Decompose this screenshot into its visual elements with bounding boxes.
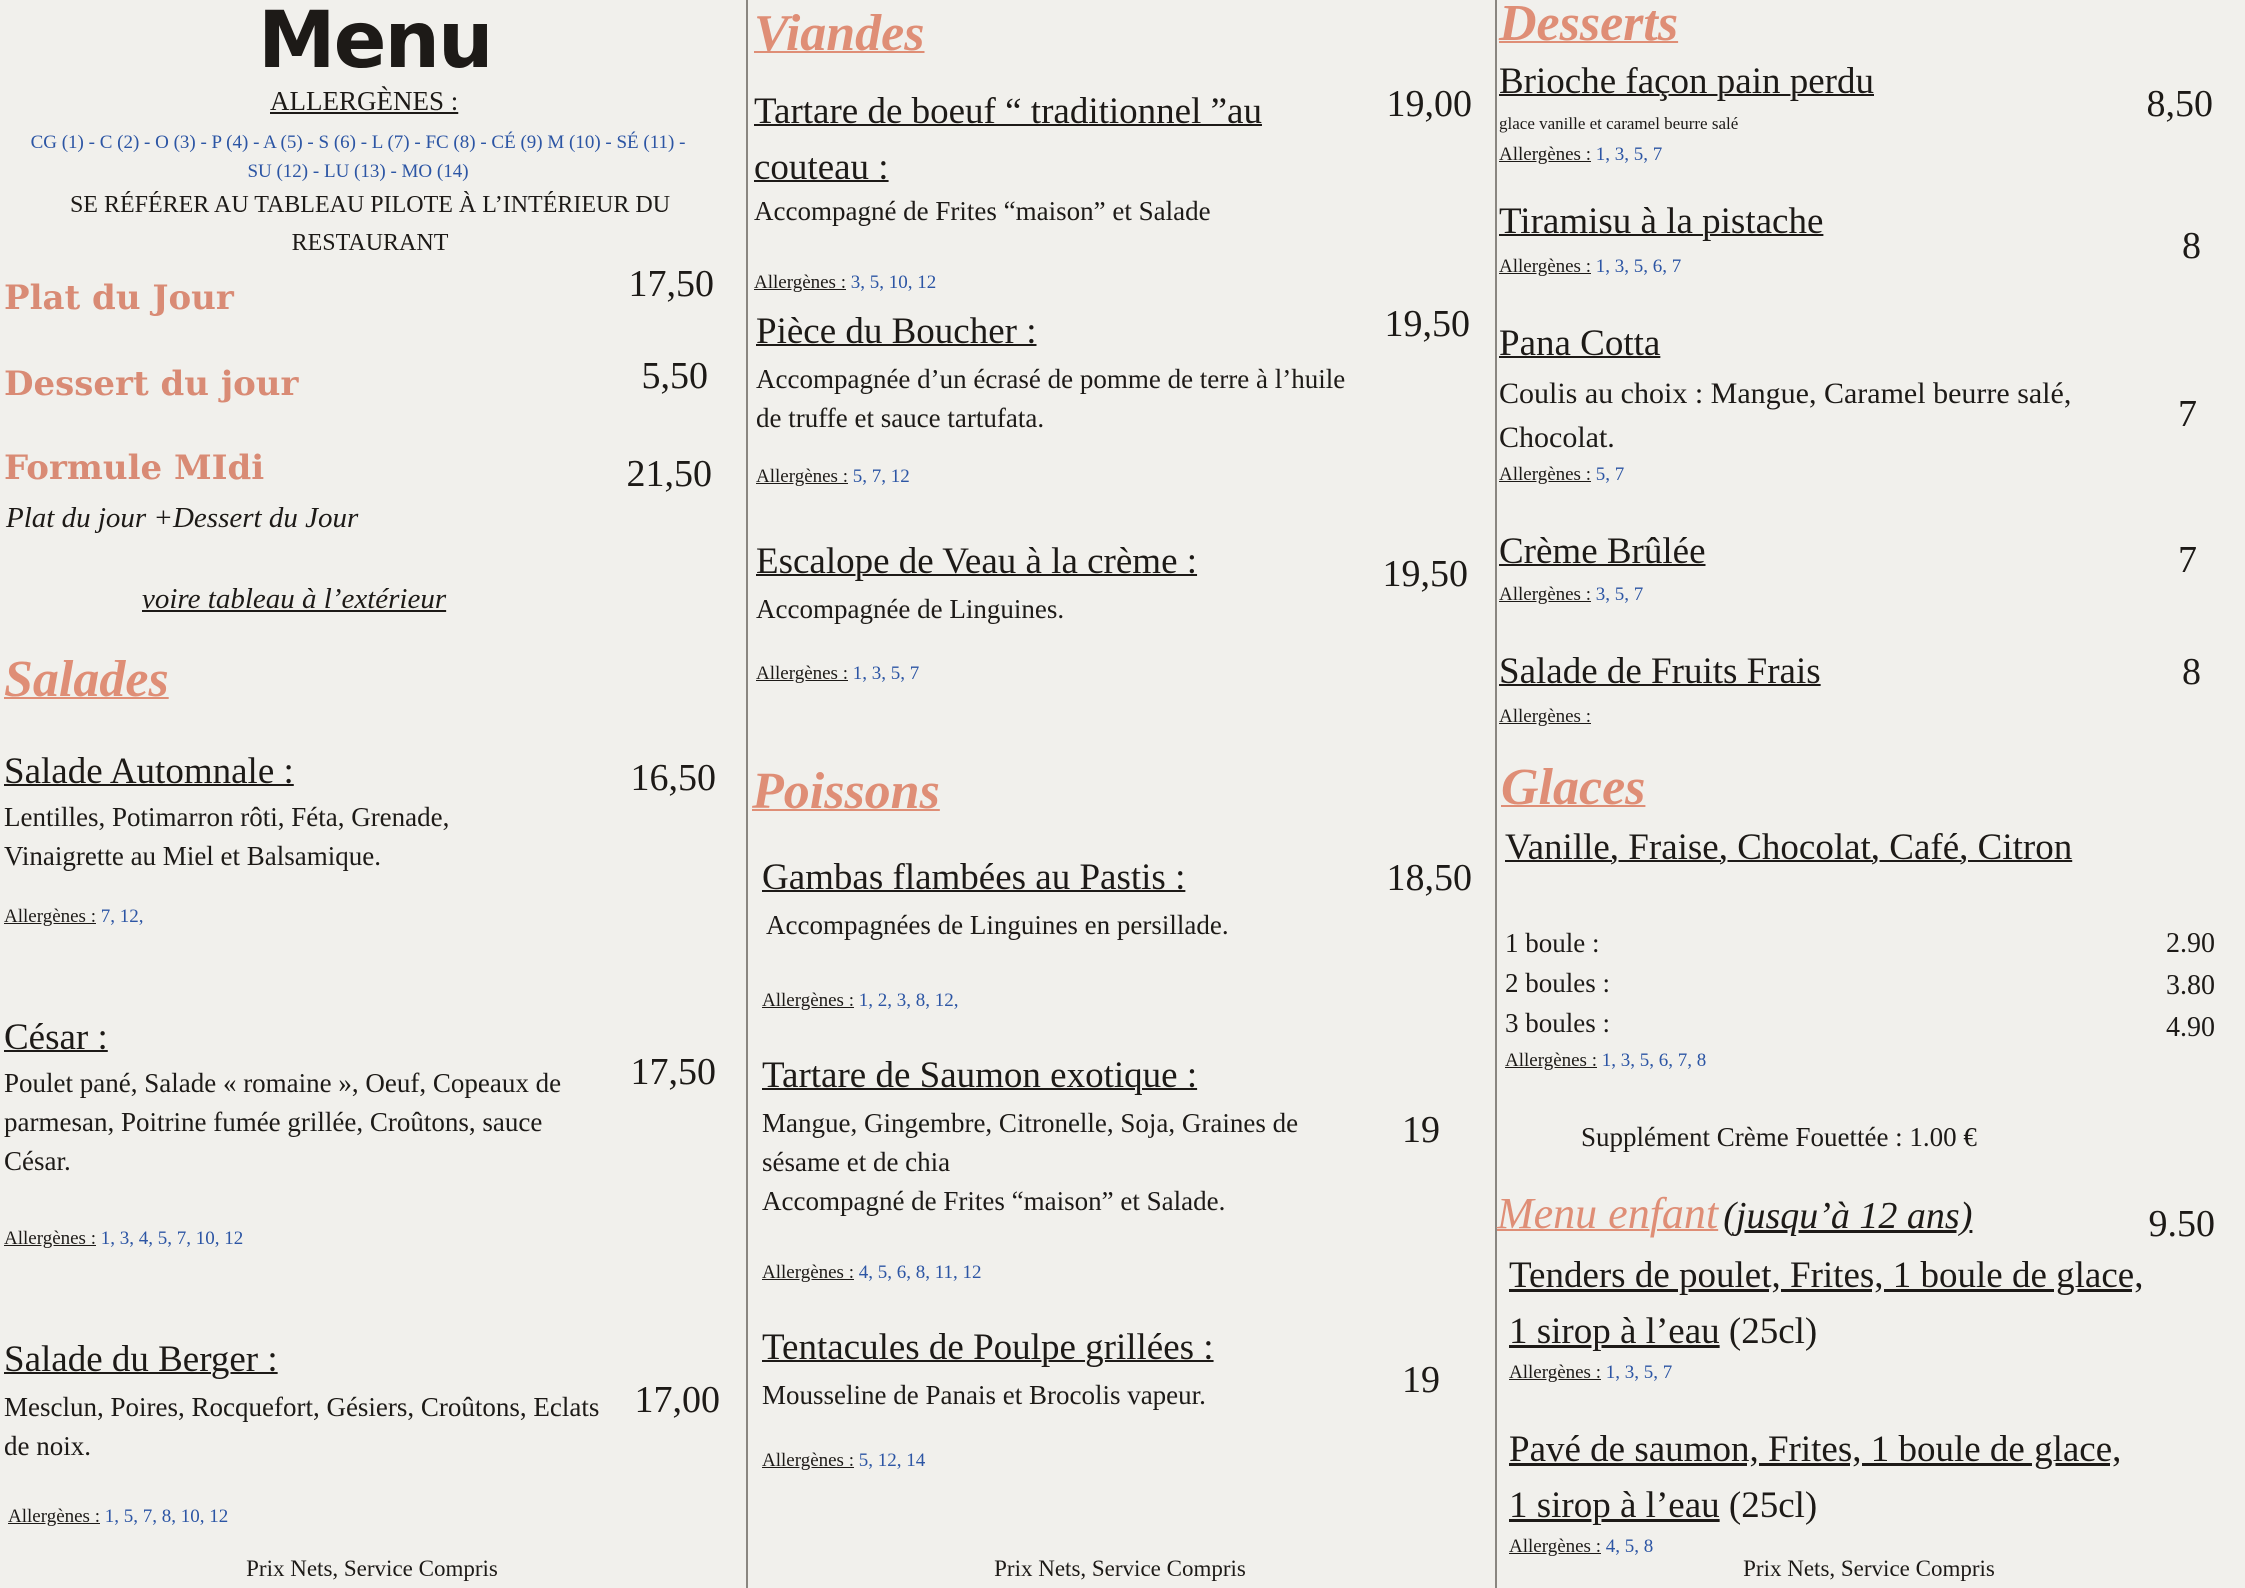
section-title-viandes: Viandes <box>754 5 925 62</box>
dish-price: 19 <box>1402 1359 1440 1401</box>
footer-note: Prix Nets, Service Compris <box>994 1556 1246 1581</box>
dish-price: 7 <box>2178 539 2197 581</box>
dish-price: 17,00 <box>634 1379 720 1421</box>
allergens-heading: ALLERGÈNES : <box>270 86 459 116</box>
footer-note: Prix Nets, Service Compris <box>1743 1556 1995 1581</box>
section-title-desserts: Desserts <box>1499 0 1679 52</box>
dish-name: Tiramisu à la pistache <box>1499 201 1824 242</box>
dish-name: Crème Brûlée <box>1499 531 1706 572</box>
dish-description: Accompagnée d’un écrasé de pomme de terre à l’huile de truffe et sauce tartufata. <box>756 364 1346 433</box>
formule-midi-detail: Plat du jour +Dessert du Jour <box>6 502 359 534</box>
dish-name: Pièce du Boucher : <box>756 311 1037 352</box>
menu-column-middle <box>746 0 1490 1588</box>
glace-option-label: 1 boule : <box>1505 928 1600 958</box>
dish-description: Coulis au choix : Mangue, Caramel beurre salé, Chocolat. <box>1499 377 2072 454</box>
menu-column-right <box>1495 0 2239 1588</box>
dish-price: 19 <box>1402 1109 1440 1151</box>
dish-price: 19,50 <box>1384 303 1470 345</box>
dish-description: Accompagnée de Linguines. <box>756 594 1065 624</box>
footer-note: Prix Nets, Service Compris <box>246 1556 498 1581</box>
glace-option-label: 3 boules : <box>1505 1008 1610 1038</box>
dish-price: 16,50 <box>630 757 716 799</box>
dish-name: Escalope de Veau à la crème : <box>756 541 1198 582</box>
glace-option-price: 2.90 <box>2166 928 2215 959</box>
dish-allergens: Allergènes : 1, 5, 7, 8, 10, 12 <box>8 1506 229 1527</box>
dish-name: César : <box>4 1017 108 1058</box>
dish-allergens: Allergènes : 5, 12, 14 <box>762 1450 926 1471</box>
dish-allergens: Allergènes : 5, 7, 12 <box>756 466 910 487</box>
dish-description: Accompagné de Frites “maison” et Salade <box>754 196 1211 226</box>
section-title-glaces: Glaces <box>1501 759 1646 816</box>
dish-allergens: Allergènes : <box>1499 706 1591 727</box>
glaces-supplement: Supplément Crème Fouettée : 1.00 € <box>1581 1122 1977 1152</box>
refer-note: SE RÉFÉRER AU TABLEAU PILOTE À L’INTÉRIEUR DU RESTAURANT <box>69 192 671 256</box>
menu-enfant-price: 9.50 <box>2148 1203 2215 1245</box>
page-title: Menu <box>258 0 492 86</box>
glace-option-label: 2 boules : <box>1505 968 1610 998</box>
dish-description: Lentilles, Potimarron rôti, Féta, Grenade, Vinaigrette au Miel et Balsamique. <box>4 802 450 871</box>
dish-allergens: Allergènes : 1, 3, 5, 7 <box>756 663 920 684</box>
dish-price: 8 <box>2182 225 2201 267</box>
glace-option-price: 3.80 <box>2166 970 2215 1001</box>
dish-description-extra: Accompagné de Frites “maison” et Salade. <box>762 1186 1226 1216</box>
section-title-salades: Salades <box>4 651 169 708</box>
dish-name: Tartare de Saumon exotique : <box>762 1055 1198 1096</box>
menu-enfant-age: (jusqu’à 12 ans) <box>1723 1195 1973 1237</box>
dish-price: 17,50 <box>630 1051 716 1093</box>
dish-description: Mangue, Gingembre, Citronelle, Soja, Graines de sésame et de chia <box>762 1108 1299 1177</box>
dish-allergens: Allergènes : 1, 2, 3, 8, 12, <box>762 990 959 1011</box>
menu-enfant-heading <box>1497 1188 1972 1239</box>
kids-menu-item: Pavé de saumon, Frites, 1 boule de glace, 1 sirop à l’eau (25cl) <box>1509 1429 2122 1526</box>
dish-allergens: Allergènes : 1, 3, 5, 6, 7 <box>1499 256 1682 277</box>
dish-allergens: Allergènes : 4, 5, 8 <box>1509 1536 1654 1557</box>
dish-name: Gambas flambées au Pastis : <box>762 857 1186 898</box>
dish-name: Tentacules de Poulpe grillées : <box>762 1327 1214 1368</box>
dish-description: Mousseline de Panais et Brocolis vapeur. <box>762 1380 1206 1410</box>
dish-allergens: Allergènes : 7, 12, <box>4 906 144 927</box>
dish-price: 8 <box>2182 651 2201 693</box>
dish-name: Tartare de boeuf “ traditionnel ”au couteau : <box>754 91 1262 188</box>
glaces-allergens: Allergènes : 1, 3, 5, 6, 7, 8 <box>1505 1050 1707 1071</box>
formule-midi-price: 21,50 <box>626 453 712 495</box>
glace-option-price: 4.90 <box>2166 1012 2215 1043</box>
plat-du-jour-label: Plat du Jour <box>4 278 234 318</box>
section-title-poissons: Poissons <box>752 763 940 820</box>
dish-allergens: Allergènes : 1, 3, 5, 7 <box>1499 144 1663 165</box>
dish-allergens: Allergènes : 3, 5, 7 <box>1499 584 1644 605</box>
dish-price: 19,00 <box>1386 83 1472 125</box>
dish-name: Salade de Fruits Frais <box>1499 651 1821 692</box>
dessert-du-jour-label: Dessert du jour <box>4 364 299 404</box>
dish-allergens: Allergènes : 3, 5, 10, 12 <box>754 272 937 293</box>
dish-name: Pana Cotta <box>1499 323 1661 364</box>
board-note: voire tableau à l’extérieur <box>142 583 447 615</box>
dish-description: Mesclun, Poires, Rocquefort, Gésiers, Croûtons, Eclats de noix. <box>4 1392 600 1461</box>
dish-price: 8,50 <box>2146 83 2213 125</box>
dish-name: Brioche façon pain perdu <box>1499 61 1874 102</box>
dish-allergens: Allergènes : 1, 3, 5, 7 <box>1509 1362 1673 1383</box>
dish-allergens: Allergènes : 4, 5, 6, 8, 11, 12 <box>762 1262 982 1283</box>
dish-description: glace vanille et caramel beurre salé <box>1499 114 1739 133</box>
allergen-codes: CG (1) - C (2) - O (3) - P (4) - A (5) - S (6) - L (7) - FC (8) - CÉ (9) M (10) - SÉ (11) - SU (12) - LU (13) - MO (14) <box>30 132 686 182</box>
dish-description: Accompagnées de Linguines en persillade. <box>766 910 1229 940</box>
plat-du-jour-price: 17,50 <box>628 263 714 305</box>
dish-price: 18,50 <box>1386 857 1472 899</box>
dessert-du-jour-price: 5,50 <box>641 355 708 397</box>
glaces-flavors: Vanille, Fraise, Chocolat, Café, Citron <box>1505 827 2073 868</box>
formule-midi-label: Formule MIdi <box>4 448 265 488</box>
dish-name: Salade Automnale : <box>4 751 294 792</box>
dish-description: Poulet pané, Salade « romaine », Oeuf, Copeaux de parmesan, Poitrine fumée grillée, Croûtons, sauce César. <box>4 1068 562 1176</box>
section-title-menu-enfant: Menu enfant <box>1497 1189 1719 1238</box>
dish-name: Salade du Berger : <box>4 1339 278 1380</box>
dish-price: 7 <box>2178 393 2197 435</box>
dish-allergens: Allergènes : 5, 7 <box>1499 464 1625 485</box>
kids-menu-item: Tenders de poulet, Frites, 1 boule de glace, 1 sirop à l’eau (25cl) <box>1509 1255 2144 1352</box>
menu-column-left <box>0 0 744 1588</box>
dish-allergens: Allergènes : 1, 3, 4, 5, 7, 10, 12 <box>4 1228 244 1249</box>
dish-price: 19,50 <box>1382 553 1468 595</box>
